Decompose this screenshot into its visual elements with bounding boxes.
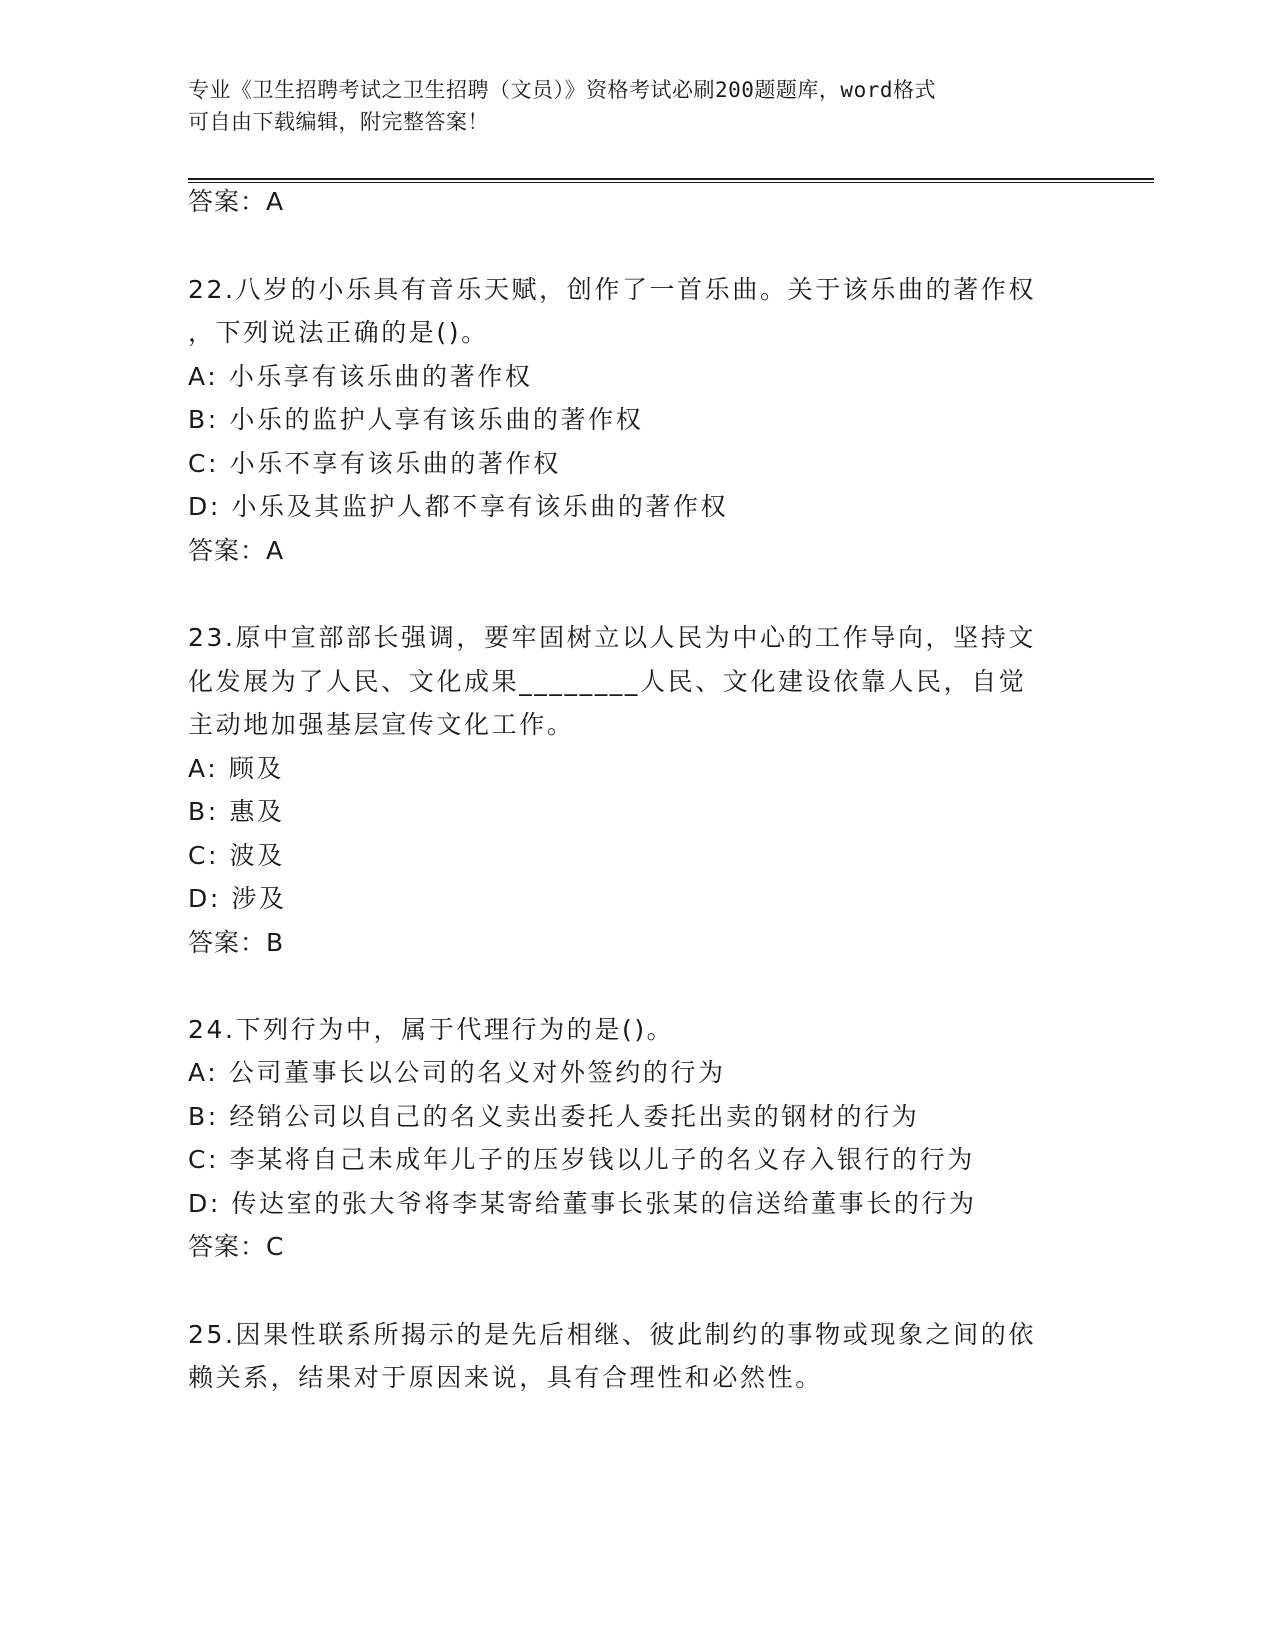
question-23-option-b: B: 惠及 — [188, 797, 285, 826]
question-25-line-1: 25.因果性联系所揭示的是先后相继、彼此制约的事物或现象之间的依 — [188, 1320, 1036, 1349]
question-24-option-c: C: 李某将自己未成年儿子的压岁钱以儿子的名义存入银行的行为 — [188, 1145, 975, 1174]
header-title-line-1: 专业《卫生招聘考试之卫生招聘（文员）》资格考试必刷200题题库，word格式 — [188, 78, 936, 102]
question-24-option-d: D: 传达室的张大爷将李某寄给董事长张某的信送给董事长的行为 — [188, 1189, 977, 1218]
question-23-line-1: 23.原中宣部部长强调，要牢固树立以人民为中心的工作导向，坚持文 — [188, 623, 1036, 652]
question-24-answer: 答案：C — [188, 1232, 285, 1261]
question-22-option-b: B: 小乐的监护人享有该乐曲的著作权 — [188, 405, 644, 434]
question-24-option-b: B: 经销公司以自己的名义卖出委托人委托出卖的钢材的行为 — [188, 1102, 920, 1131]
question-22-option-c: C: 小乐不享有该乐曲的著作权 — [188, 449, 561, 478]
question-24-option-a: A: 公司董事长以公司的名义对外签约的行为 — [188, 1058, 726, 1087]
question-23-line-2: 化发展为了人民、文化成果________人民、文化建设依靠人民，自觉 — [188, 667, 1027, 696]
question-22-line-2: ，下列说法正确的是()。 — [188, 318, 489, 347]
question-23-option-a: A: 顾及 — [188, 754, 285, 783]
question-24-line-1: 24.下列行为中，属于代理行为的是()。 — [188, 1015, 675, 1044]
header-divider — [188, 178, 1154, 183]
question-22-line-1: 22.八岁的小乐具有音乐天赋，创作了一首乐曲。关于该乐曲的著作权 — [188, 275, 1036, 304]
header-title-line-2: 可自由下载编辑，附完整答案！ — [188, 110, 489, 134]
question-23-line-3: 主动地加强基层宣传文化工作。 — [188, 710, 575, 739]
question-23-answer: 答案：B — [188, 928, 285, 957]
answer-21: 答案：A — [188, 187, 285, 216]
page-header — [188, 74, 1068, 138]
question-22-option-a: A: 小乐享有该乐曲的著作权 — [188, 362, 533, 391]
question-25-line-2: 赖关系，结果对于原因来说，具有合理性和必然性。 — [188, 1363, 823, 1392]
question-22-answer: 答案：A — [188, 536, 285, 565]
question-23-option-c: C: 波及 — [188, 841, 285, 870]
question-23-option-d: D: 涉及 — [188, 884, 287, 913]
question-22-option-d: D: 小乐及其监护人都不享有该乐曲的著作权 — [188, 492, 729, 521]
